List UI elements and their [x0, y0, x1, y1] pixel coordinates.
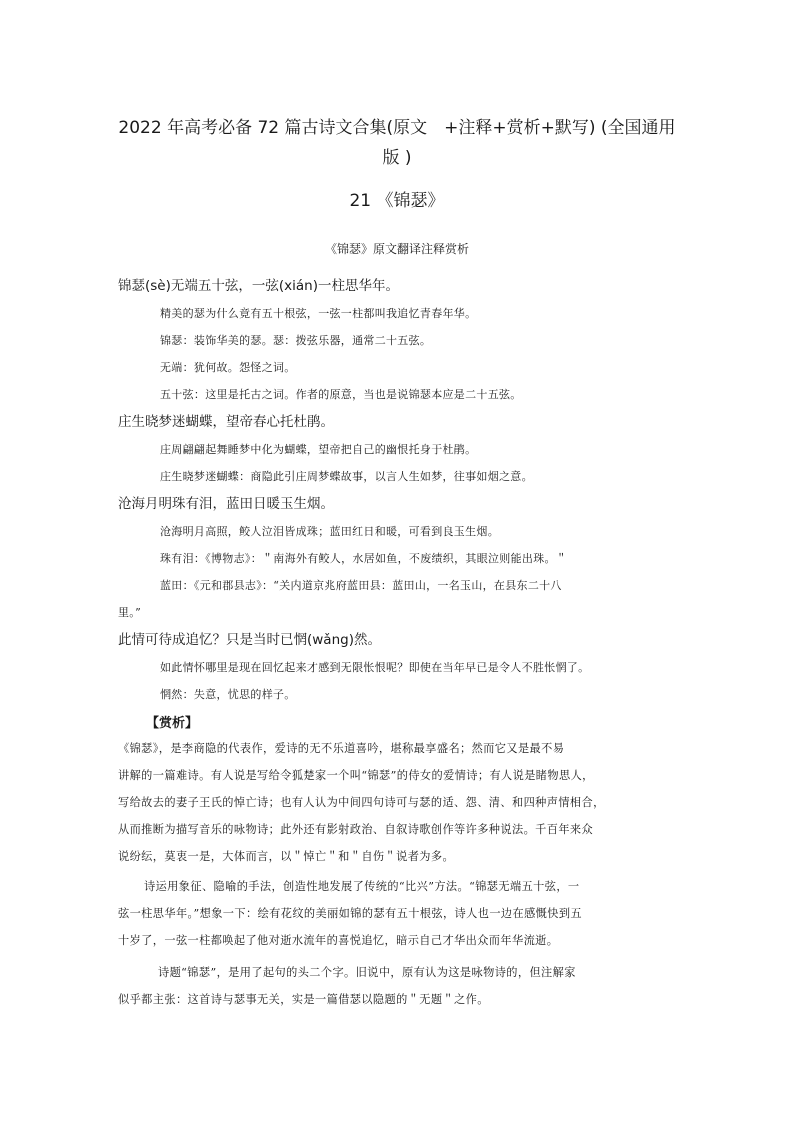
poem-line-3: 沧海月明珠有泪，蓝田日暖玉生烟。	[118, 496, 334, 512]
analysis-heading: 【赏析】	[146, 716, 199, 731]
section-subtitle: 《锦瑟》原文翻译注释赏析	[324, 242, 469, 256]
analysis-para1-line: 写给故去的妻子王氏的悼亡诗；也有人认为中间四句诗可与瑟的适、怨、清、和四种声情相合，	[118, 796, 605, 809]
annotation-lantian: 蓝田：《元和郡县志》：“关内道京兆府蓝田县：蓝田山，一名玉山，在县东二十八	[160, 579, 562, 592]
poem-line-1: 锦瑟(sè)无端五十弦，一弦(xián)一柱思华年。	[118, 278, 399, 294]
annotation-jinse: 锦瑟：装饰华美的瑟。瑟：拨弦乐器，通常二十五弦。	[160, 334, 432, 347]
analysis-para1-line: 说纷纭，莫衷一是，大体而言，以＂悼亡＂和＂自伤＂说者为多。	[118, 850, 455, 863]
annotation-wuduan: 无端：犹何故。怨怪之词。	[160, 361, 296, 374]
analysis-para3-line: 诗题“锦瑟”，是用了起句的头二个字。旧说中，原有认为这是咏物诗的，但注解家	[158, 966, 576, 979]
annotation-zhuangsheng: 庄生晓梦迷蝴蝶：商隐此引庄周梦蝶故事，以言人生如梦，往事如烟之意。	[160, 470, 533, 483]
document-title-continued: 版 )	[382, 148, 412, 168]
translation-4: 如此情怀哪里是现在回忆起来才感到无限怅恨呢？即使在当年早已是令人不胜怅惘了。	[160, 661, 590, 674]
analysis-para1-line: 讲解的一篇难诗。有人说是写给令狐楚家一个叫“锦瑟”的侍女的爱情诗；有人说是睹物思人，	[118, 769, 594, 782]
document-title: 2022 年高考必备 72 篇古诗文合集(原文 +注释+赏析+默写) (全国通用	[118, 118, 676, 138]
analysis-para3-line: 似乎都主张：这首诗与瑟事无关，实是一篇借瑟以隐题的＂无题＂之作。	[118, 993, 489, 1006]
translation-2: 庄周翩翩起舞睡梦中化为蝴蝶，望帝把自己的幽恨托身于杜鹃。	[160, 443, 477, 456]
analysis-para1-line: 从而推断为描写音乐的咏物诗；此外还有影射政治、自叙诗歌创作等许多种说法。千百年来众	[118, 823, 594, 836]
translation-3: 沧海明月高照，鲛人泣泪皆成珠；蓝田红日和暖，可看到良玉生烟。	[160, 525, 499, 538]
analysis-para2-line: 弦一柱思华年。”想象一下：绘有花纹的美丽如锦的瑟有五十根弦，诗人也一边在感慨快到五	[118, 907, 583, 920]
translation-1: 精美的瑟为什么竟有五十根弦，一弦一柱都叫我追忆青春年华。	[160, 307, 477, 320]
analysis-para1-line: 《锦瑟》，是李商隐的代表作，爱诗的无不乐道喜吟，堪称最享盛名；然而它又是最不易	[118, 742, 565, 755]
annotation-wangran: 惘然：失意，忧思的样子。	[160, 688, 296, 701]
poem-line-4: 此情可待成追忆？只是当时已惘(wǎng)然。	[118, 632, 381, 648]
annotation-lantian-continued: 里。”	[118, 606, 142, 619]
poem-title: 21 《锦瑟》	[349, 191, 445, 211]
analysis-para2-line: 十岁了，一弦一柱都唤起了他对逝水流年的喜悦追忆，暗示自己才华出众而年华流逝。	[118, 934, 559, 947]
annotation-wushixian: 五十弦：这里是托古之词。作者的原意，当也是说锦瑟本应是二十五弦。	[160, 388, 522, 401]
analysis-para2-line: 诗运用象征、隐喻的手法，创造性地发展了传统的“比兴”方法。“锦瑟无端五十弦，一	[144, 880, 580, 893]
poem-line-2: 庄生晓梦迷蝴蝶，望帝春心托杜鹃。	[118, 414, 334, 430]
annotation-zhuyoulei: 珠有泪：《博物志》：＂南海外有鲛人，水居如鱼，不废绩织，其眼泣则能出珠。＂	[160, 552, 568, 565]
